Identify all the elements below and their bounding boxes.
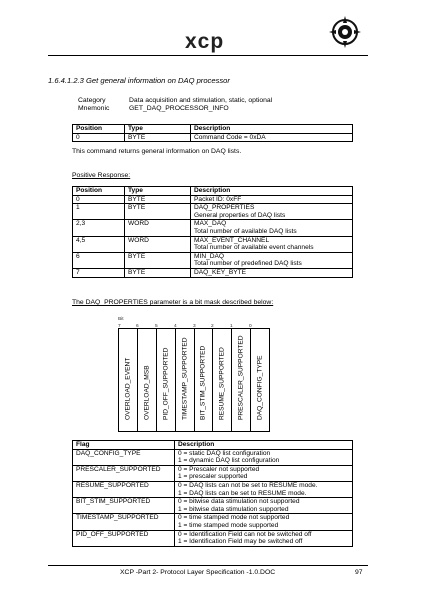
response-header-description: Description xyxy=(191,187,353,196)
response-cell-description xyxy=(191,195,353,204)
bit-column xyxy=(251,329,269,431)
description-line: 0 = static DAQ list configuration xyxy=(178,449,271,457)
description-line: Total number of available event channels xyxy=(194,244,314,252)
response-cell-type: BYTE xyxy=(125,204,191,220)
response-cell-position: 1 xyxy=(73,204,125,220)
description-line: 1 = time stamped mode supported xyxy=(178,521,279,529)
bit-label: OVERLOAD_MSB xyxy=(143,365,151,420)
bitmask-note: The DAQ_PROPERTIES parameter is a bit mask described below: xyxy=(72,299,274,306)
bit-number: 2 xyxy=(211,324,214,329)
table-row xyxy=(73,204,353,220)
flag-cell-name: TIMESTAMP_SUPPORTED xyxy=(73,514,175,530)
section-title: 1.6.4.1.2.3 Get general information on DAQ processor xyxy=(48,76,230,85)
command-cell-type: BYTE xyxy=(125,133,191,142)
response-cell-position: 4,5 xyxy=(73,236,125,252)
description-line: 0 = Prescaler not supported xyxy=(178,465,260,473)
bit-number: 6 xyxy=(136,324,139,329)
description-line: DAQ_KEY_BYTE xyxy=(194,268,247,276)
response-cell-type: WORD xyxy=(125,220,191,236)
response-cell-type: BYTE xyxy=(125,268,191,277)
bit-label: TIMESTAMP_SUPPORTED xyxy=(181,337,189,420)
description-line: 1 = bitwise data stimulation supported xyxy=(178,505,289,513)
response-cell-type: BYTE xyxy=(125,195,191,204)
table-row xyxy=(73,498,353,514)
bit-column xyxy=(119,329,138,431)
flag-cell-description xyxy=(175,465,353,481)
response-cell-position: 2,3 xyxy=(73,220,125,236)
description-line: Total number of available DAQ lists xyxy=(194,227,297,235)
table-row xyxy=(73,252,353,268)
bit-column xyxy=(138,329,157,431)
bit-column xyxy=(232,329,251,431)
description-line: DAQ_PROPERTIES xyxy=(194,204,255,212)
description-line: MAX_DAQ xyxy=(194,220,227,228)
description-line: 0 = Identification Field can not be switched off xyxy=(178,530,312,538)
table-row xyxy=(73,268,353,277)
response-header-position: Position xyxy=(73,187,125,196)
flag-cell-name: PID_OFF_SUPPORTED xyxy=(73,530,175,546)
bit-label: DAQ_CONFIG_TYPE xyxy=(256,355,264,420)
bit-number: 3 xyxy=(193,324,196,329)
category-key: Category xyxy=(78,97,106,104)
flag-cell-name: PRESCALER_SUPPORTED xyxy=(73,465,175,481)
command-header-position: Position xyxy=(73,125,125,134)
bit-label: PID_OFF_SUPPORTED xyxy=(162,347,170,420)
response-cell-position: 7 xyxy=(73,268,125,277)
mnemonic-value: GET_DAQ_PROCESSOR_INFO xyxy=(129,105,229,113)
bit-mask-diagram xyxy=(118,328,270,432)
description-line: 1 = Identification Field may be switched off xyxy=(178,538,303,546)
response-cell-description xyxy=(191,268,353,277)
flag-cell-description xyxy=(175,514,353,530)
table-row xyxy=(73,481,353,497)
command-note: This command returns general information on DAQ lists. xyxy=(72,148,242,155)
footer-rule xyxy=(48,565,368,566)
description-line: 0 = DAQ lists can not be set to RESUME mode. xyxy=(178,481,318,489)
bit-number: 1 xyxy=(230,324,233,329)
table-row xyxy=(73,449,353,465)
description-line: Total number of predefined DAQ lists xyxy=(194,260,302,268)
response-cell-type: BYTE xyxy=(125,252,191,268)
category-value: Data acquisition and stimulation, static, optional xyxy=(129,97,273,104)
bit-label: BIT_STIM_SUPPORTED xyxy=(199,345,207,420)
mnemonic-key: Mnemonic xyxy=(78,105,110,113)
flag-cell-description xyxy=(175,481,353,497)
description-line: 1 = prescaler supported xyxy=(178,473,248,481)
footer-page-number: 97 xyxy=(355,569,363,576)
bit-head-label: Bit xyxy=(118,317,124,322)
bit-column xyxy=(195,329,214,431)
response-cell-description xyxy=(191,252,353,268)
bit-column xyxy=(176,329,195,431)
command-cell-position: 0 xyxy=(73,133,125,142)
flag-cell-description xyxy=(175,498,353,514)
command-cell-description: Command Code = 0xDA xyxy=(191,133,353,142)
flag-cell-name: DAQ_CONFIG_TYPE xyxy=(73,449,175,465)
compass-logo-icon xyxy=(328,15,362,49)
response-table xyxy=(72,186,353,278)
description-line: MIN_DAQ xyxy=(194,252,225,260)
flag-header-flag: Flag xyxy=(73,441,175,450)
bit-column xyxy=(157,329,176,431)
header-logo-text: xcp xyxy=(185,30,225,53)
bit-number: 4 xyxy=(174,324,177,329)
bit-number: 0 xyxy=(249,324,252,329)
command-table xyxy=(72,124,353,142)
response-cell-description xyxy=(191,236,353,252)
flag-cell-description xyxy=(175,530,353,546)
command-header-description: Description xyxy=(191,125,353,134)
table-row xyxy=(73,220,353,236)
flag-cell-description xyxy=(175,449,353,465)
table-row xyxy=(73,465,353,481)
description-line: 0 = time stamped mode not supported xyxy=(178,514,290,522)
bit-column xyxy=(213,329,232,431)
response-cell-description xyxy=(191,204,353,220)
bit-number: 5 xyxy=(155,324,158,329)
response-cell-position: 6 xyxy=(73,252,125,268)
bit-label: OVERLOAD_EVENT xyxy=(124,357,132,420)
footer-title: XCP -Part 2- Protocol Layer Specification -1.0.DOC xyxy=(120,569,276,576)
flag-table xyxy=(72,440,353,547)
response-cell-type: WORD xyxy=(125,236,191,252)
description-line: Packet ID: 0xFF xyxy=(194,195,242,203)
bit-number: 7 xyxy=(118,324,121,329)
meta-block xyxy=(78,97,272,114)
flag-cell-name: BIT_STIM_SUPPORTED xyxy=(73,498,175,514)
table-row xyxy=(73,195,353,204)
response-cell-description xyxy=(191,220,353,236)
flag-cell-name: RESUME_SUPPORTED xyxy=(73,481,175,497)
header-rule xyxy=(48,55,368,56)
flag-header-description: Description xyxy=(175,441,353,450)
table-row xyxy=(73,514,353,530)
description-line: MAX_EVENT_CHANNEL xyxy=(194,236,270,244)
command-header-type: Type xyxy=(125,125,191,134)
description-line: General properties of DAQ lists xyxy=(194,211,286,219)
positive-response-label: Positive Response: xyxy=(72,172,131,179)
description-line: 1 = dynamic DAQ list configuration xyxy=(178,457,280,465)
table-row xyxy=(73,236,353,252)
table-row xyxy=(73,530,353,546)
response-header-type: Type xyxy=(125,187,191,196)
description-line: 0 = bitwise data stimulation not supported xyxy=(178,498,300,506)
table-row xyxy=(73,133,353,142)
bit-label: PRESCALER_SUPPORTED xyxy=(237,335,245,420)
bit-label: RESUME_SUPPORTED xyxy=(218,347,226,420)
description-line: 1 = DAQ lists can be set to RESUME mode. xyxy=(178,489,307,497)
response-cell-position: 0 xyxy=(73,195,125,204)
